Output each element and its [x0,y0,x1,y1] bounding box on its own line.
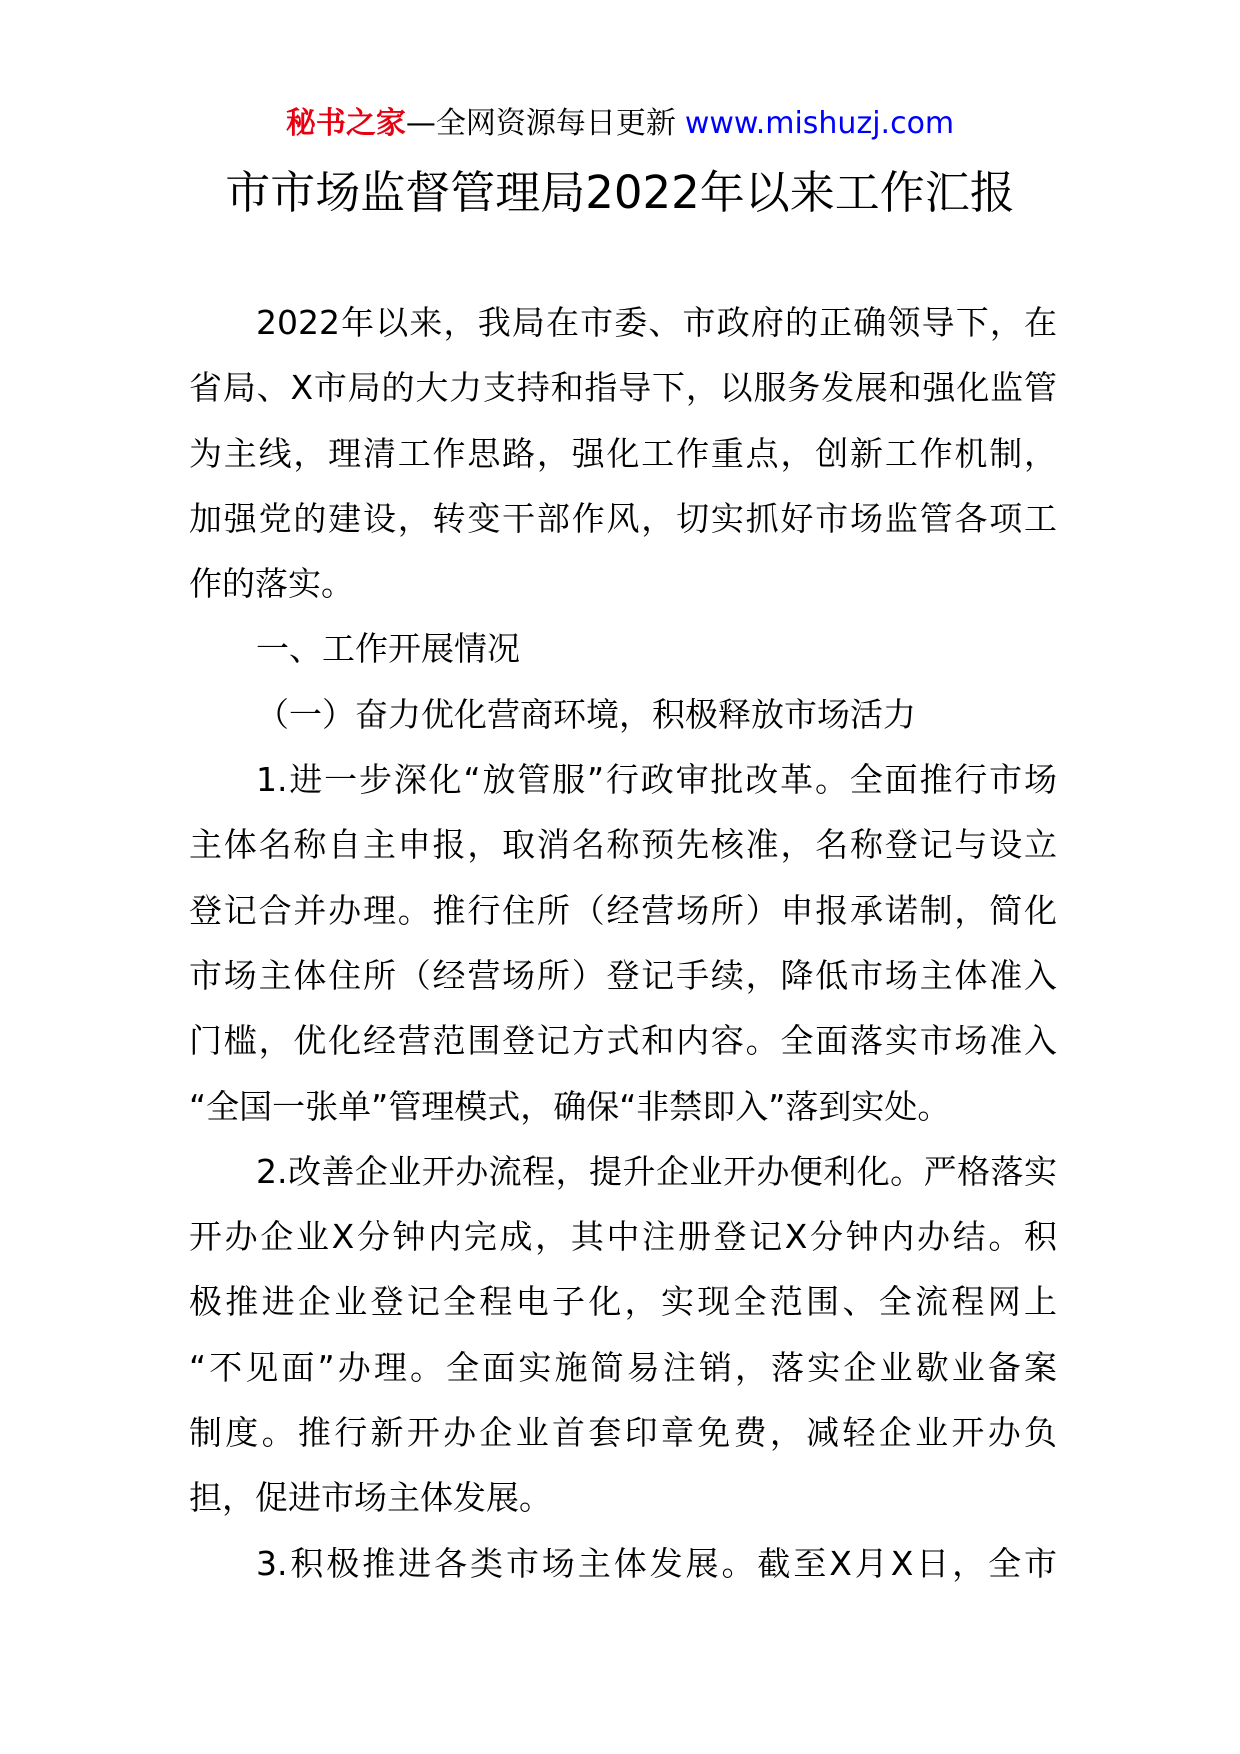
paragraph-line: 市场主体住所（经营场所）登记手续，降低市场主体准入 [189,955,1057,995]
header-tagline: —全网资源每日更新 [405,106,676,141]
paragraph-line: “全国一张单”管理模式，确保“非禁即入”落到实处。 [189,1086,951,1126]
header-banner [0,104,1240,144]
paragraph-line: 开办企业X分钟内完成，其中注册登记X分钟内办结。积 [189,1217,1057,1257]
paragraph-line: 2022年以来，我局在市委、市政府的正确领导下，在 [256,303,1057,342]
paragraph-line: 门槛，优化经营范围登记方式和内容。全面落实市场准入 [189,1021,1057,1061]
paragraph-line: 加强党的建设，转变干部作风，切实抓好市场监管各项工 [189,498,1057,538]
paragraph-line: 3.积极推进各类市场主体发展。截至X月X日，全市 [256,1543,1057,1583]
paragraph-line: 极推进企业登记全程电子化，实现全范围、全流程网上 [189,1282,1057,1322]
paragraph-line: 2.改善企业开办流程，提升企业开办便利化。严格落实 [256,1151,1057,1191]
item-paragraph-3 [189,1531,1057,1596]
paragraph-line: 作的落实。 [189,564,354,604]
paragraph-line: 登记合并办理。推行住所（经营场所）申报承诺制，简化 [189,890,1057,930]
paragraph-line: 主体名称自主申报，取消名称预先核准，名称登记与设立 [189,825,1057,865]
subsection-heading: （一）奋力优化营商环境，积极释放市场活力 [256,694,916,734]
paragraph-line: “不见面”办理。全面实施简易注销，落实企业歇业备案 [189,1347,1057,1387]
item-paragraph-2 [189,1139,1057,1531]
paragraph-line: 1.进一步深化“放管服”行政审批改革。全面推行市场 [256,760,1057,800]
brand-name: 秘书之家 [285,106,406,141]
paragraph-line: 担，促进市场主体发展。 [189,1478,552,1518]
paragraph-line: 制度。推行新开办企业首套印章免费，减轻企业开办负 [189,1413,1057,1453]
document-body [189,290,1057,1596]
section-heading: 一、工作开展情况 [256,629,520,669]
paragraph-line: 为主线，理清工作思路，强化工作重点，创新工作机制， [189,433,1057,473]
item-paragraph-1 [189,747,1057,1139]
intro-paragraph [189,290,1057,616]
site-url: www.mishuzj.com [684,106,955,141]
paragraph-line: 省局、X市局的大力支持和指导下，以服务发展和强化监管 [189,368,1057,408]
document-title: 市市场监督管理局2022年以来工作汇报 [225,166,1015,219]
